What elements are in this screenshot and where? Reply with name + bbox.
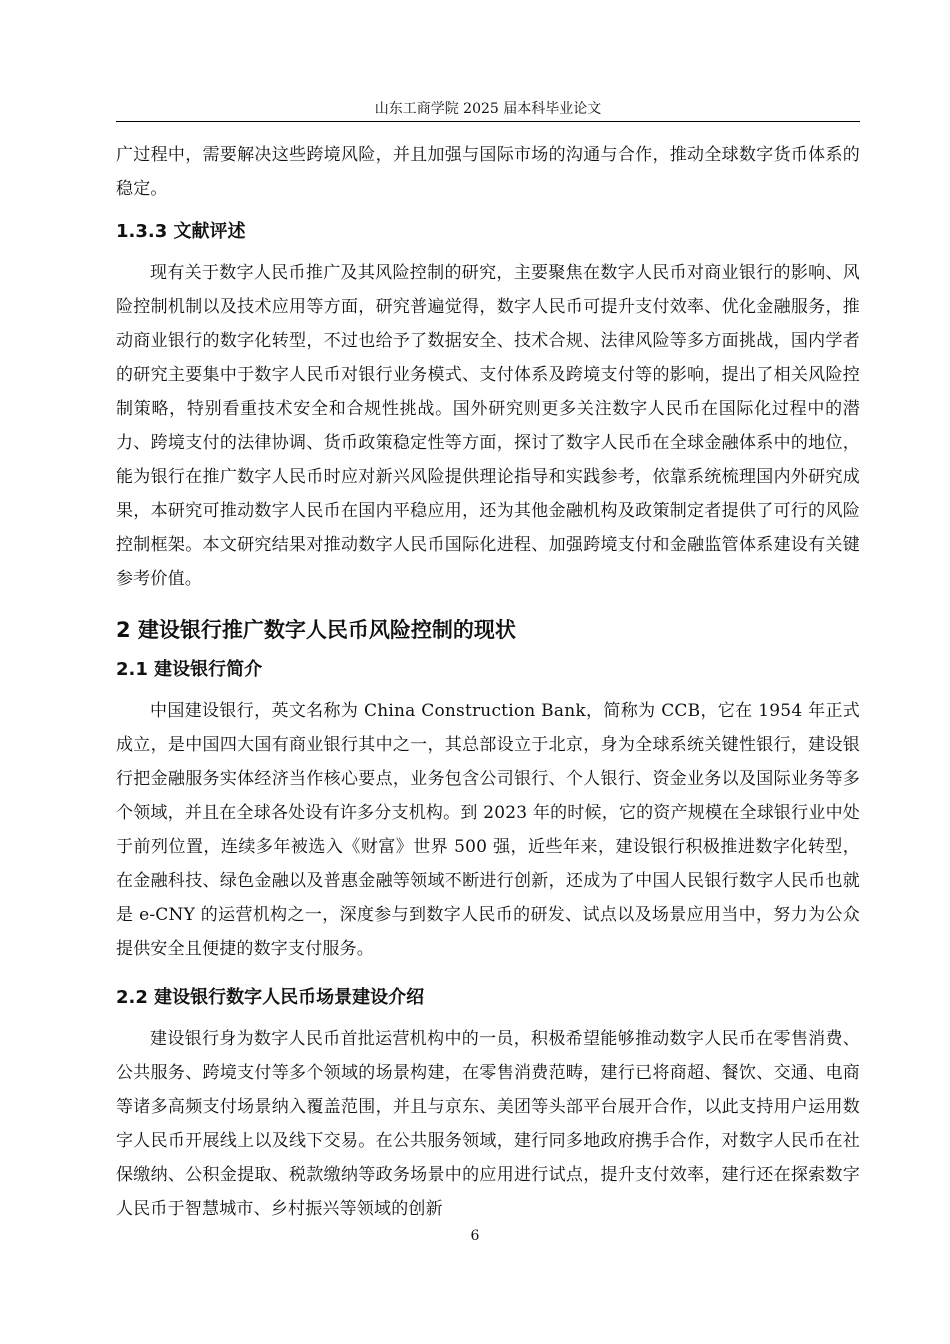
paragraph-literature-review: 现有关于数字人民币推广及其风险控制的研究，主要聚焦在数字人民币对商业银行的影响、风险控制机制以及技术应用等方面，研究普遍觉得，数字人民币可提升支付效率、优化金融服务，推动商业银行的数字化转型，不过也给予了数据安全、技术合规、法律风险等多方面挑战，国内学者的研究主要集中于数字人民币对银行业务模式、支付体系及跨境支付等的影响，提出了相关风险控制策略，特别看重技术安全和合规性挑战。国外研究则更多关注数字人民币在国际化过程中的潜力、跨境支付的法律协调、货币政策稳定性等方面，探讨了数字人民币在全球金融体系中的地位，能为银行在推广数字人民币时应对新兴风险提供理论指导和实践参考，依靠系统梳理国内外研究成果，本研究可推动数字人民币在国内平稳应用，还为其他金融机构及政策制定者提供了可行的风险控制框架。本文研究结果对推动数字人民币国际化进程、加强跨境支付和金融监管体系建设有关键参考价值。 bbox=[116, 263, 860, 589]
heading-2-2: 2.2 建设银行数字人民币场景建设介绍 bbox=[116, 987, 425, 1008]
heading-chapter-2: 2 建设银行推广数字人民币风险控制的现状 bbox=[116, 618, 516, 642]
continued-paragraph: 广过程中，需要解决这些跨境风险，并且加强与国际市场的沟通与合作，推动全球数字货币体系的稳定。 bbox=[116, 145, 860, 199]
page-body bbox=[116, 138, 860, 1226]
heading-2-1: 2.1 建设银行简介 bbox=[116, 659, 263, 680]
paragraph-ccb-intro: 中国建设银行，英文名称为 China Construction Bank，简称为 CCB，它在 1954 年正式成立，是中国四大国有商业银行其中之一，其总部设立于北京，身为全球系统关键性银行，建设银行把金融服务实体经济当作核心要点，业务包含公司银行、个人银行、资金业务以及国际业务等多个领域，并且在全球各处设有许多分支机构。到 2023 年的时候，它的资产规模在全球银行业中处于前列位置，连续多年被选入《财富》世界 500 强，近些年来，建设银行积极推进数字化转型，在金融科技、绿色金融以及普惠金融等领域不断进行创新，还成为了中国人民银行数字人民币也就是 e-CNY 的运营机构之一，深度参与到数字人民币的研发、试点以及场景应用当中，努力为公众提供安全且便捷的数字支付服务。 bbox=[116, 701, 860, 959]
header-rule bbox=[116, 121, 860, 122]
heading-1-3-3: 1.3.3 文献评述 bbox=[116, 221, 246, 242]
page-number: 6 bbox=[470, 1228, 480, 1244]
paragraph-scene-building: 建设银行身为数字人民币首批运营机构中的一员，积极希望能够推动数字人民币在零售消费、公共服务、跨境支付等多个领域的场景构建，在零售消费范畴，建行已将商超、餐饮、交通、电商等诸多高频支付场景纳入覆盖范围，并且与京东、美团等头部平台展开合作，以此支持用户运用数字人民币开展线上以及线下交易。在公共服务领域，建行同多地政府携手合作，对数字人民币在社保缴纳、公积金提取、税款缴纳等政务场景中的应用进行试点，提升支付效率，建行还在探索数字人民币于智慧城市、乡村振兴等领域的创新 bbox=[116, 1029, 860, 1219]
running-header: 山东工商学院 2025 届本科毕业论文 bbox=[374, 101, 602, 117]
